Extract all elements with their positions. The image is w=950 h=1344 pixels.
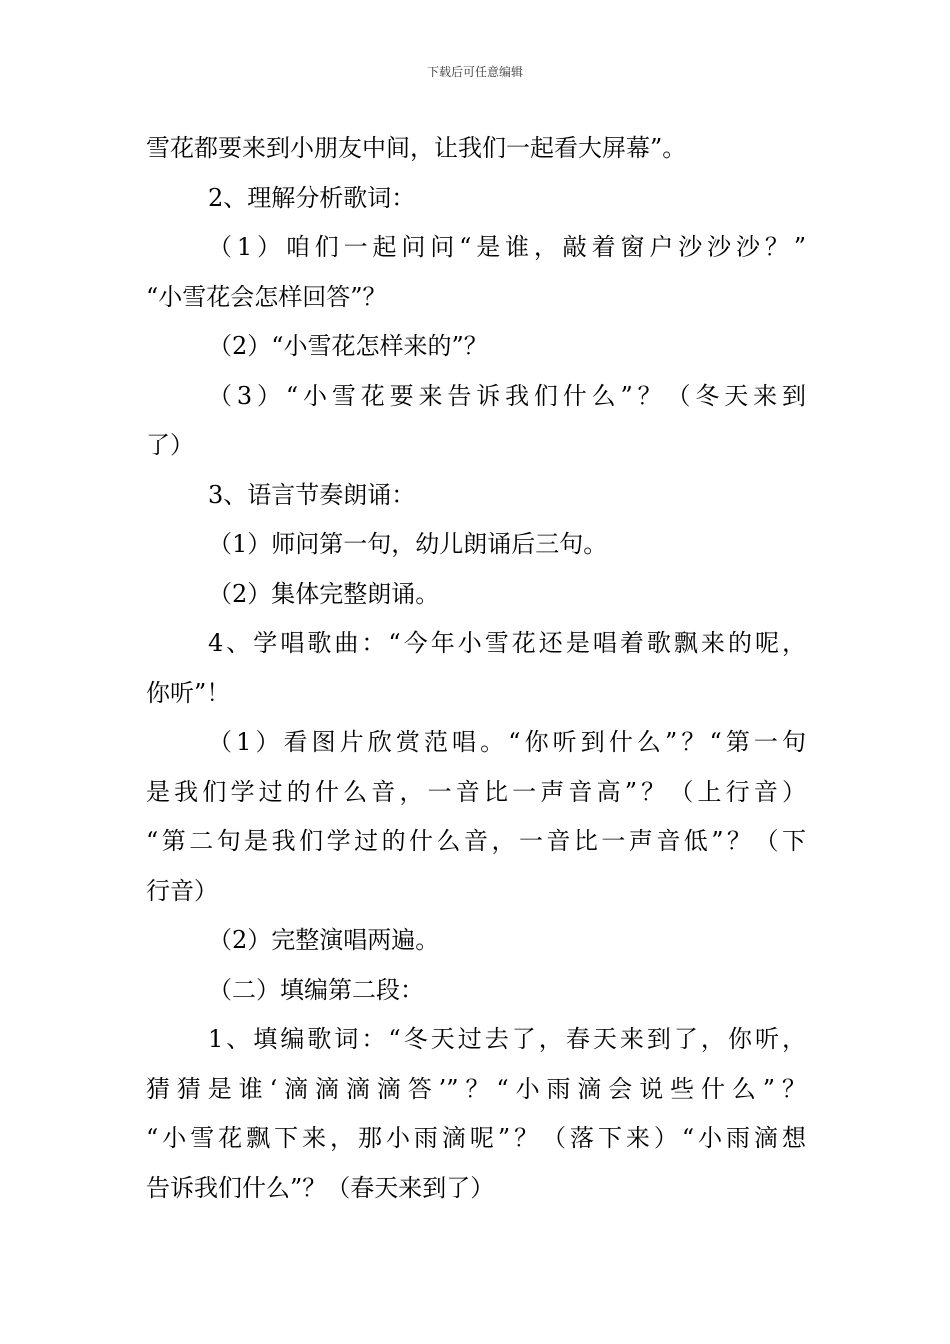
text-line: 1、填编歌词：“冬天过去了，春天来到了，你听， [208, 1025, 806, 1053]
section-heading: 3、语言节奏朗诵： [208, 480, 416, 509]
text-line: 雪花都要来到小朋友中间，让我们一起看大屏幕”。 [146, 134, 687, 162]
text-line: 了） [146, 431, 194, 459]
text-line: 是我们学过的什么音，一音比一声音高”？（上行音） [146, 777, 806, 806]
text-line: （2）“小雪花怎样来的”？ [208, 332, 488, 360]
page-header: 下载后可任意编辑 [426, 65, 523, 79]
text-line: （2）集体完整朗诵。 [208, 579, 440, 608]
section-heading: 4、学唱歌曲：“今年小雪花还是唱着歌飘来的呢， [208, 629, 806, 657]
text-line: （1）咱们一起问问“是谁，敲着窗户沙沙沙？” [208, 233, 806, 261]
text-line: “第二句是我们学过的什么音，一音比一声音低”？（下 [146, 827, 806, 855]
text-line: （2）完整演唱两遍。 [208, 926, 440, 954]
text-line: “小雪花飘下来，那小雨滴呢”？（落下来）“小雨滴想 [146, 1124, 806, 1152]
section-heading: 2、理解分析歌词： [208, 183, 416, 212]
text-line: （1）师问第一句，幼儿朗诵后三句。 [208, 530, 608, 558]
text-line: 猜猜是谁‘滴滴滴滴答’”？“小雨滴会说些什么”？ [146, 1074, 806, 1103]
text-line: 行音） [146, 876, 218, 905]
document-body [146, 124, 806, 1213]
text-line: （1）看图片欣赏范唱。“你听到什么”？“第一句 [208, 728, 806, 756]
section-heading: （二）填编第二段： [208, 975, 424, 1004]
text-line: 你听”！ [146, 678, 231, 707]
text-line: 告诉我们什么”？（春天来到了） [146, 1173, 495, 1202]
text-line: （3）“小雪花要来告诉我们什么”？（冬天来到 [208, 381, 806, 410]
text-line: “小雪花会怎样回答”？ [146, 282, 387, 311]
